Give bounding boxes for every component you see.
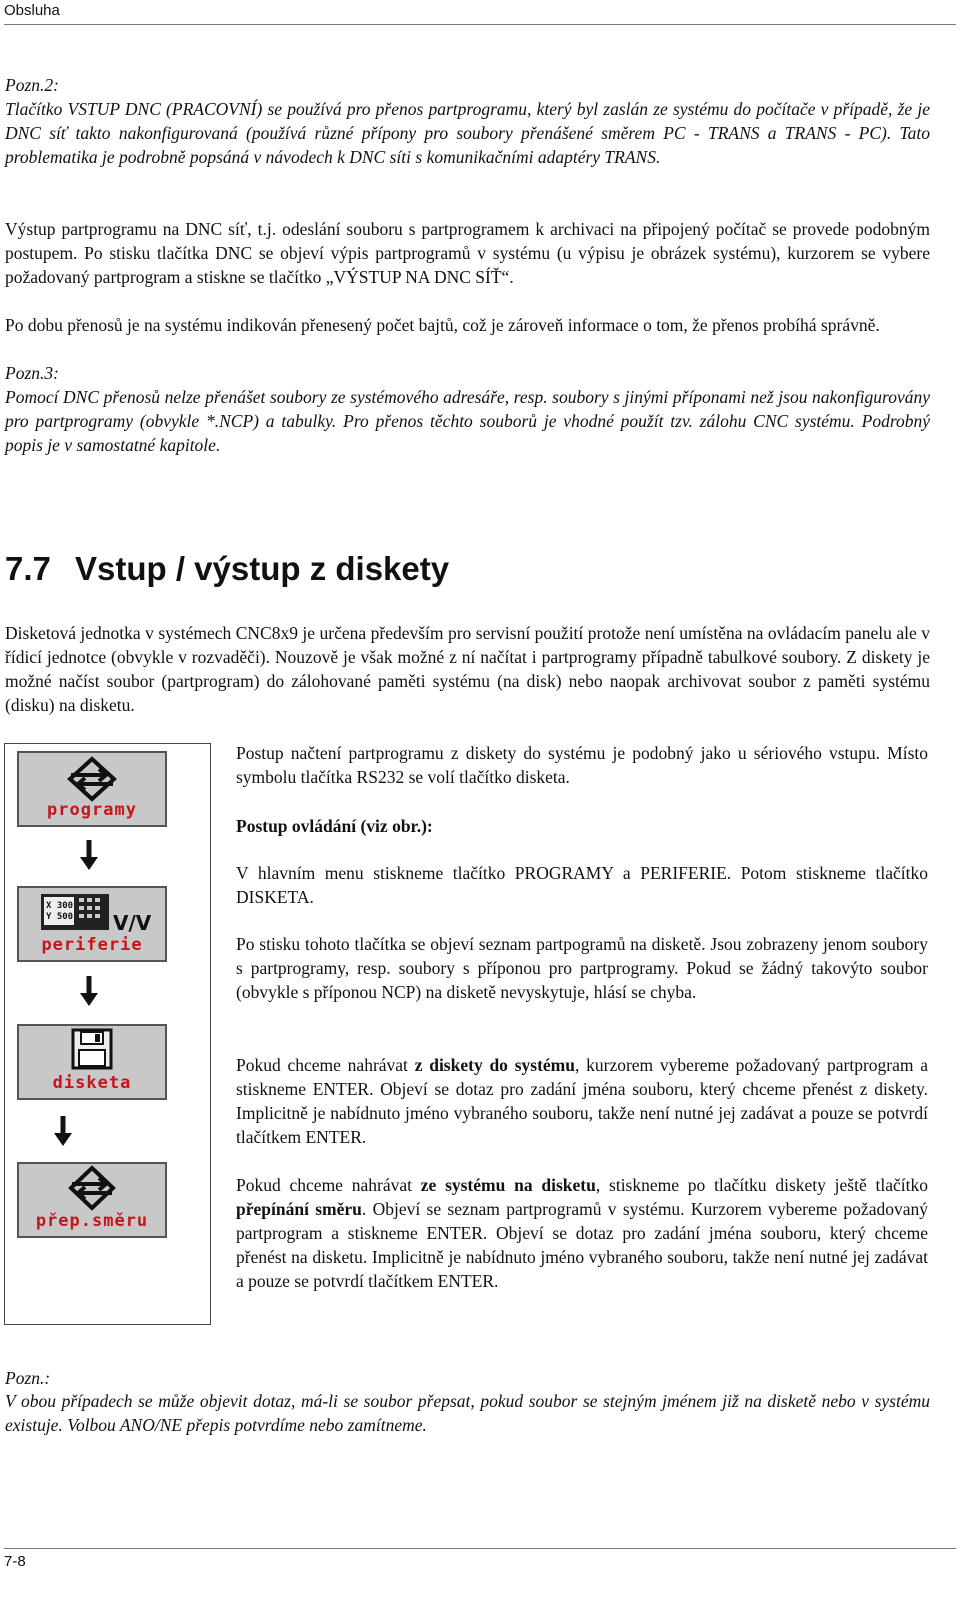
procedure-heading: Postup ovládání (viz obr.): xyxy=(236,816,433,836)
io-label: V/V xyxy=(113,911,152,935)
disketa-label: disketa xyxy=(52,1073,132,1093)
right-p3: V hlavním menu stiskneme tlačítko PROGRAMY a PERIFERIE. Potom stiskneme tlačítko DISKETA. xyxy=(236,863,928,907)
p6-text-c: , stiskneme po tlačítku diskety ještě tlačítko xyxy=(595,1175,928,1195)
p6-text-a: Pokud chceme nahrávat xyxy=(236,1175,421,1195)
p6-text-e: . Objeví se seznam partprogramů v systému. Kurzorem vybereme požadovaný partprogram a stiskneme ENTER. Objeví se dotaz pro zadání jména souboru, který chceme přenést na disketu. Implicitně je nabídnuto jméno vybraného souboru, takže není nutné jej zadávat a pouze se potvrdí tlačítkem ENTER. xyxy=(236,1199,928,1291)
section-title: Vstup / výstup z diskety xyxy=(75,550,450,587)
p5-text-c: , kurzorem vybereme požadovaný partprogram a stiskneme ENTER. Objeví se dotaz pro zadání jména souboru, který chceme přenést z diskety. Implicitně je nabídnuto jméno vybraného souboru, takže není nutné jej zadávat a pouze se potvrdí tlačítkem ENTER. xyxy=(236,1055,929,1147)
para-disk: Disketová jednotka v systémech CNC8x9 je určena především pro servisní použití protože není umístěna na ovládacím panelu ale v řídicí jednotce (obvykle v rozvaděči). Nouzově je však možné z ní načítat i partprogramy případně tabulkové soubory. Z diskety je možné načíst soubor (partprogram) do zálohované paměti systému (na disk) nebo naopak archivovat soubor z paměti systému (disku) na disketu. xyxy=(5,623,930,715)
right-p4: Po stisku tohoto tlačítka se objeví seznam partpogramů na disketě. Jsou zobrazeny jenom soubory s partprogramy, resp. soubory s příponou pro partprogramy. Pokud se žádný takovýto soubor (obvykle s příponou NCP) na disketě nevyskytuje, hlásí se chyba. xyxy=(236,934,928,1002)
page-number: 7-8 xyxy=(4,1553,26,1570)
right-p5 xyxy=(236,1053,928,1149)
down-arrow-icon xyxy=(51,1116,75,1148)
figure-button-sequence xyxy=(4,743,211,1325)
screen-line-2: Y 500 xyxy=(46,912,74,922)
note-final-text: V obou případech se může objevit dotaz, má-li se soubor přepsat, pokud soubor se stejným jménem již na disketě nebo v systému existuje. Volbou ANO/NE přepis potvrdíme nebo zamítneme. xyxy=(5,1391,930,1435)
para-transfer: Po dobu přenosů je na systému indikován přenesený počet bajtů, což je zároveň informace o tom, že přenos probíhá správně. xyxy=(5,315,880,335)
footer-rule xyxy=(4,1548,956,1549)
right-p2 xyxy=(236,814,928,838)
note2-text: Tlačítko VSTUP DNC (PRACOVNÍ) se používá pro přenos partprogramu, který byl zaslán ze systému do počítače v případě, že je DNC síť takto nakonfigurovaná (používá různé přípony pro soubory přenášené směrem PC - TRANS a TRANS - PC). Tato problematika je podrobně popsáná v návodech k DNC síti s komunikačními adaptéry TRANS. xyxy=(5,99,930,167)
down-arrow-icon xyxy=(77,840,101,872)
right-p6 xyxy=(236,1173,928,1293)
p6-bold-1: ze systému na disketu xyxy=(420,1175,596,1195)
prep-smeru-button[interactable] xyxy=(17,1162,167,1238)
note3-text: Pomocí DNC přenosů nelze přenášet soubory ze systémového adresáře, resp. soubory s jinými příponami než jsou nakonfigurovány pro partprogramy (obvykle *.NCP) a tabulky. Pro přenos těchto souborů je vhodné použít tzv. zálohu CNC systému. Podrobný popis je v samostatné kapitole. xyxy=(5,387,930,455)
disketa-button[interactable] xyxy=(17,1024,167,1100)
note3-label: Pozn.3: xyxy=(5,363,59,383)
p5-text-a: Pokud chceme nahrávat xyxy=(236,1055,415,1075)
programy-label: programy xyxy=(47,800,137,820)
screen-line-1: X 300 xyxy=(46,901,74,911)
para-output: Výstup partprogramu na DNC síť, t.j. odeslání souboru s partprogramem k archivaci na připojený počítač se provede podobným postupem. Po stisku tlačítka DNC se objeví výpis partprogramů v systému (u výpisu je obrázek systému), kurzorem se vybere požadovaný partprogram a stiskne se tlačítko „VÝSTUP NA DNC SÍŤ“. xyxy=(5,219,930,287)
note-final-label: Pozn.: xyxy=(5,1368,51,1388)
programy-button[interactable] xyxy=(17,751,167,827)
p5-bold: z diskety do systému xyxy=(414,1055,575,1075)
header-rule xyxy=(4,24,956,25)
section-number: 7.7 xyxy=(5,550,51,587)
page-header: Obsluha xyxy=(4,2,60,19)
periferie-label: periferie xyxy=(41,935,143,955)
periferie-button[interactable] xyxy=(17,886,167,962)
down-arrow-icon xyxy=(77,976,101,1008)
section-heading xyxy=(5,550,449,588)
prep-smeru-label: přep.směru xyxy=(35,1211,149,1231)
right-p1: Postup načtení partprogramu z diskety do systému je podobný jako u sériového vstupu. Místo symbolu tlačítka RS232 se volí tlačítko disketa. xyxy=(236,743,928,787)
p6-bold-2: přepínání směru xyxy=(236,1199,362,1219)
note2-label: Pozn.2: xyxy=(5,75,59,95)
